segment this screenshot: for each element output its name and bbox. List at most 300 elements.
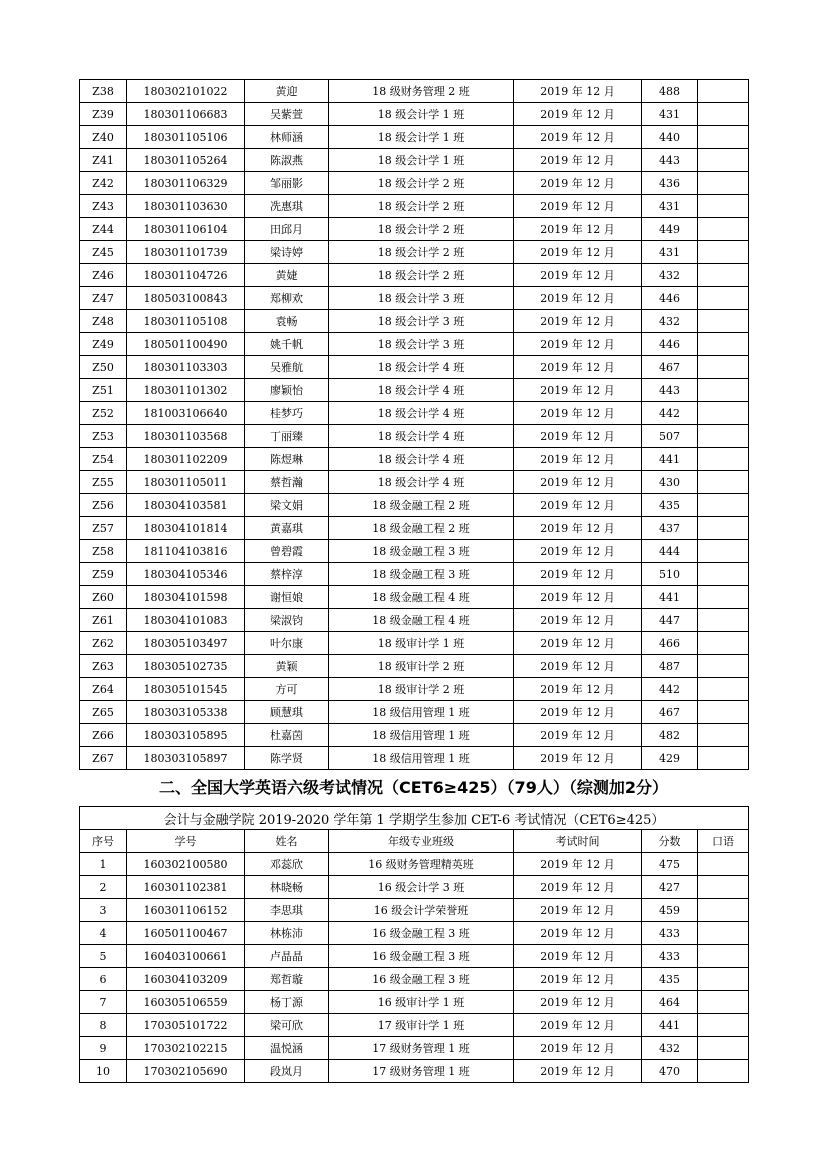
table-row: [80, 517, 749, 540]
cell-student-id: 180301102209: [127, 448, 245, 471]
cell-index: Z61: [80, 609, 127, 632]
table-row: [80, 80, 749, 103]
cell-index: Z64: [80, 678, 127, 701]
cet6-table-body: [80, 807, 749, 1083]
cell-score: 467: [642, 356, 698, 379]
cell-exam-time: 2019 年 12 月: [514, 494, 642, 517]
cell-student-id: 180304103581: [127, 494, 245, 517]
cell-name: 桂梦巧: [245, 402, 329, 425]
cell-score: 435: [642, 494, 698, 517]
cell-exam-time: 2019 年 12 月: [514, 402, 642, 425]
cell-index: Z50: [80, 356, 127, 379]
cell-index: Z41: [80, 149, 127, 172]
cell-index: Z46: [80, 264, 127, 287]
cell-exam-time: 2019 年 12 月: [514, 356, 642, 379]
table-caption-row: [80, 807, 749, 830]
cell-class: 18 级会计学 3 班: [329, 333, 514, 356]
cell-class: 18 级会计学 2 班: [329, 195, 514, 218]
table-row: [80, 968, 749, 991]
cell-index: Z52: [80, 402, 127, 425]
cell-student-id: 180301104726: [127, 264, 245, 287]
cell-score: 431: [642, 241, 698, 264]
cell-class: 18 级信用管理 1 班: [329, 747, 514, 770]
cell-class: 17 级审计学 1 班: [329, 1014, 514, 1037]
cell-student-id: 180301103568: [127, 425, 245, 448]
table-row: [80, 1060, 749, 1083]
header-student-id: 学号: [127, 830, 245, 853]
cell-name: 黄婕: [245, 264, 329, 287]
cell-student-id: 160305106559: [127, 991, 245, 1014]
cell-score: 437: [642, 517, 698, 540]
cell-class: 18 级信用管理 1 班: [329, 701, 514, 724]
cell-student-id: 180304101598: [127, 586, 245, 609]
cell-exam-time: 2019 年 12 月: [514, 655, 642, 678]
table-row: [80, 126, 749, 149]
table-row: [80, 655, 749, 678]
cell-score: 436: [642, 172, 698, 195]
table-row: [80, 922, 749, 945]
table-row: [80, 609, 749, 632]
cell-class: 16 级财务管理精英班: [329, 853, 514, 876]
cell-student-id: 180305103497: [127, 632, 245, 655]
cell-exam-time: 2019 年 12 月: [514, 264, 642, 287]
cell-index: Z38: [80, 80, 127, 103]
cell-student-id: 180301103630: [127, 195, 245, 218]
cell-oral: [698, 632, 749, 655]
table-row: [80, 195, 749, 218]
cell-name: 廖颖怡: [245, 379, 329, 402]
cell-name: 梁可欣: [245, 1014, 329, 1037]
cell-oral: [698, 126, 749, 149]
cell-score: 443: [642, 379, 698, 402]
cell-score: 487: [642, 655, 698, 678]
cell-score: 475: [642, 853, 698, 876]
cell-student-id: 160403100661: [127, 945, 245, 968]
cell-name: 李思琪: [245, 899, 329, 922]
cell-class: 18 级会计学 4 班: [329, 471, 514, 494]
cell-student-id: 160501100467: [127, 922, 245, 945]
cell-name: 林师涵: [245, 126, 329, 149]
cell-name: 黄颖: [245, 655, 329, 678]
cell-index: Z49: [80, 333, 127, 356]
cell-student-id: 180301105264: [127, 149, 245, 172]
cell-name: 方可: [245, 678, 329, 701]
cell-student-id: 181104103816: [127, 540, 245, 563]
cell-index: Z45: [80, 241, 127, 264]
cell-exam-time: 2019 年 12 月: [514, 609, 642, 632]
cell-class: 17 级财务管理 1 班: [329, 1037, 514, 1060]
cell-oral: [698, 333, 749, 356]
cell-index: Z40: [80, 126, 127, 149]
cell-name: 郑柳欢: [245, 287, 329, 310]
cell-score: 441: [642, 448, 698, 471]
cell-oral: [698, 103, 749, 126]
cell-score: 446: [642, 333, 698, 356]
cell-student-id: 170302105690: [127, 1060, 245, 1083]
cell-score: 449: [642, 218, 698, 241]
cell-class: 18 级财务管理 2 班: [329, 80, 514, 103]
cet6-results-table: [79, 806, 749, 1083]
cell-student-id: 180301101302: [127, 379, 245, 402]
cell-student-id: 160304103209: [127, 968, 245, 991]
table-header-row: [80, 830, 749, 853]
cell-score: 441: [642, 586, 698, 609]
cell-oral: [698, 218, 749, 241]
cell-score: 446: [642, 287, 698, 310]
cell-oral: [698, 945, 749, 968]
cell-oral: [698, 586, 749, 609]
cell-index: 5: [80, 945, 127, 968]
cell-name: 卢晶晶: [245, 945, 329, 968]
cell-oral: [698, 264, 749, 287]
cell-class: 16 级会计学荣誉班: [329, 899, 514, 922]
cell-oral: [698, 655, 749, 678]
cell-student-id: 180304101814: [127, 517, 245, 540]
cell-oral: [698, 701, 749, 724]
table-row: [80, 287, 749, 310]
cell-oral: [698, 876, 749, 899]
cell-name: 杨丁源: [245, 991, 329, 1014]
cell-index: Z44: [80, 218, 127, 241]
cell-oral: [698, 899, 749, 922]
cell-exam-time: 2019 年 12 月: [514, 1060, 642, 1083]
cell-class: 18 级会计学 2 班: [329, 264, 514, 287]
cell-name: 郑哲璇: [245, 968, 329, 991]
table-row: [80, 241, 749, 264]
table-row: [80, 747, 749, 770]
cell-oral: [698, 448, 749, 471]
cell-name: 邓蕊欣: [245, 853, 329, 876]
cell-name: 蔡梓淳: [245, 563, 329, 586]
cell-class: 18 级会计学 1 班: [329, 103, 514, 126]
cell-class: 18 级会计学 4 班: [329, 379, 514, 402]
cell-oral: [698, 494, 749, 517]
cell-score: 433: [642, 945, 698, 968]
cell-exam-time: 2019 年 12 月: [514, 540, 642, 563]
table-row: [80, 563, 749, 586]
cell-name: 蔡哲瀚: [245, 471, 329, 494]
cell-name: 田邱月: [245, 218, 329, 241]
cell-oral: [698, 609, 749, 632]
cell-class: 18 级会计学 4 班: [329, 356, 514, 379]
cell-name: 杜嘉茵: [245, 724, 329, 747]
cell-oral: [698, 1060, 749, 1083]
cell-class: 18 级会计学 1 班: [329, 126, 514, 149]
table-row: [80, 945, 749, 968]
cell-name: 林晓畅: [245, 876, 329, 899]
cell-oral: [698, 968, 749, 991]
cell-class: 18 级审计学 2 班: [329, 655, 514, 678]
cell-exam-time: 2019 年 12 月: [514, 922, 642, 945]
cell-class: 16 级金融工程 3 班: [329, 945, 514, 968]
cell-score: 432: [642, 310, 698, 333]
table-row: [80, 264, 749, 287]
cell-oral: [698, 471, 749, 494]
cell-score: 440: [642, 126, 698, 149]
cell-class: 18 级审计学 1 班: [329, 632, 514, 655]
cell-oral: [698, 517, 749, 540]
cell-exam-time: 2019 年 12 月: [514, 586, 642, 609]
cell-exam-time: 2019 年 12 月: [514, 471, 642, 494]
cell-exam-time: 2019 年 12 月: [514, 968, 642, 991]
table-row: [80, 471, 749, 494]
cell-exam-time: 2019 年 12 月: [514, 379, 642, 402]
cell-student-id: 180305101545: [127, 678, 245, 701]
table-row: [80, 172, 749, 195]
cell-name: 黄迎: [245, 80, 329, 103]
cell-name: 谢恒娘: [245, 586, 329, 609]
cell-student-id: 160302100580: [127, 853, 245, 876]
cell-exam-time: 2019 年 12 月: [514, 103, 642, 126]
cell-name: 段岚月: [245, 1060, 329, 1083]
cell-student-id: 180301106329: [127, 172, 245, 195]
table-row: [80, 494, 749, 517]
cell-student-id: 181003106640: [127, 402, 245, 425]
cell-class: 18 级会计学 4 班: [329, 402, 514, 425]
table-row: [80, 724, 749, 747]
cell-exam-time: 2019 年 12 月: [514, 678, 642, 701]
cell-index: Z60: [80, 586, 127, 609]
cell-index: Z43: [80, 195, 127, 218]
cell-index: 10: [80, 1060, 127, 1083]
cell-oral: [698, 678, 749, 701]
cell-exam-time: 2019 年 12 月: [514, 448, 642, 471]
cell-class: 18 级会计学 4 班: [329, 425, 514, 448]
cell-exam-time: 2019 年 12 月: [514, 853, 642, 876]
cell-class: 18 级金融工程 4 班: [329, 609, 514, 632]
cell-class: 18 级金融工程 4 班: [329, 586, 514, 609]
table-row: [80, 701, 749, 724]
cet4-results-table: [79, 79, 749, 770]
cell-index: 9: [80, 1037, 127, 1060]
cell-oral: [698, 853, 749, 876]
cell-oral: [698, 379, 749, 402]
cell-oral: [698, 540, 749, 563]
cell-student-id: 170302102215: [127, 1037, 245, 1060]
cell-student-id: 180501100490: [127, 333, 245, 356]
cell-index: 1: [80, 853, 127, 876]
cell-exam-time: 2019 年 12 月: [514, 218, 642, 241]
cell-class: 18 级金融工程 2 班: [329, 494, 514, 517]
cell-score: 442: [642, 402, 698, 425]
cell-name: 温悦涵: [245, 1037, 329, 1060]
cell-student-id: 180301106683: [127, 103, 245, 126]
cell-name: 邹丽影: [245, 172, 329, 195]
cell-student-id: 180503100843: [127, 287, 245, 310]
cell-index: Z57: [80, 517, 127, 540]
cell-score: 430: [642, 471, 698, 494]
cell-student-id: 180301106104: [127, 218, 245, 241]
cell-index: Z66: [80, 724, 127, 747]
cell-exam-time: 2019 年 12 月: [514, 310, 642, 333]
cell-oral: [698, 287, 749, 310]
cell-student-id: 180301105011: [127, 471, 245, 494]
cell-index: 3: [80, 899, 127, 922]
cell-index: Z55: [80, 471, 127, 494]
cell-oral: [698, 747, 749, 770]
cell-oral: [698, 80, 749, 103]
cell-score: 441: [642, 1014, 698, 1037]
cell-name: 黄嘉琪: [245, 517, 329, 540]
table-row: [80, 103, 749, 126]
cell-exam-time: 2019 年 12 月: [514, 563, 642, 586]
cell-class: 18 级审计学 2 班: [329, 678, 514, 701]
cell-index: Z62: [80, 632, 127, 655]
cell-student-id: 180301105106: [127, 126, 245, 149]
cell-index: Z42: [80, 172, 127, 195]
cell-name: 姚千帆: [245, 333, 329, 356]
cell-student-id: 180304101083: [127, 609, 245, 632]
cell-oral: [698, 922, 749, 945]
cell-name: 陈煜琳: [245, 448, 329, 471]
header-exam-time: 考试时间: [514, 830, 642, 853]
cell-exam-time: 2019 年 12 月: [514, 1037, 642, 1060]
cell-score: 433: [642, 922, 698, 945]
cell-student-id: 180302101022: [127, 80, 245, 103]
cell-student-id: 180301101739: [127, 241, 245, 264]
cell-index: Z65: [80, 701, 127, 724]
cell-oral: [698, 563, 749, 586]
cell-exam-time: 2019 年 12 月: [514, 241, 642, 264]
cell-oral: [698, 1037, 749, 1060]
cell-score: 488: [642, 80, 698, 103]
cell-index: Z39: [80, 103, 127, 126]
cell-class: 18 级金融工程 3 班: [329, 563, 514, 586]
header-name: 姓名: [245, 830, 329, 853]
cell-class: 18 级金融工程 3 班: [329, 540, 514, 563]
cell-score: 435: [642, 968, 698, 991]
table-row: [80, 402, 749, 425]
cell-exam-time: 2019 年 12 月: [514, 701, 642, 724]
cell-index: 7: [80, 991, 127, 1014]
cell-exam-time: 2019 年 12 月: [514, 425, 642, 448]
table-row: [80, 379, 749, 402]
cell-score: 432: [642, 1037, 698, 1060]
cell-exam-time: 2019 年 12 月: [514, 899, 642, 922]
cell-student-id: 180303105897: [127, 747, 245, 770]
header-class: 年级专业班级: [329, 830, 514, 853]
cell-score: 427: [642, 876, 698, 899]
cell-name: 丁丽臻: [245, 425, 329, 448]
cell-index: Z56: [80, 494, 127, 517]
cell-index: 6: [80, 968, 127, 991]
cell-name: 吴紫萱: [245, 103, 329, 126]
table-caption: 会计与金融学院 2019-2020 学年第 1 学期学生参加 CET-6 考试情况（CET6≥425）: [80, 807, 749, 830]
cell-student-id: 160301106152: [127, 899, 245, 922]
table-row: [80, 899, 749, 922]
cell-name: 陈淑燕: [245, 149, 329, 172]
table-row: [80, 425, 749, 448]
cell-index: Z51: [80, 379, 127, 402]
cell-exam-time: 2019 年 12 月: [514, 80, 642, 103]
cell-class: 16 级金融工程 3 班: [329, 968, 514, 991]
cell-name: 叶尔康: [245, 632, 329, 655]
cell-class: 17 级财务管理 1 班: [329, 1060, 514, 1083]
cell-class: 18 级会计学 4 班: [329, 448, 514, 471]
cell-name: 吴雅航: [245, 356, 329, 379]
header-oral: 口语: [698, 830, 749, 853]
cell-score: 470: [642, 1060, 698, 1083]
cell-exam-time: 2019 年 12 月: [514, 195, 642, 218]
table-row: [80, 632, 749, 655]
table-row: [80, 1014, 749, 1037]
cell-exam-time: 2019 年 12 月: [514, 287, 642, 310]
section-heading-cet6: 二、全国大学英语六级考试情况（CET6≥425）（79人）（综测加2分）: [159, 778, 668, 797]
cell-index: Z59: [80, 563, 127, 586]
cell-index: 2: [80, 876, 127, 899]
table-row: [80, 586, 749, 609]
cell-student-id: 160301102381: [127, 876, 245, 899]
cell-student-id: 170305101722: [127, 1014, 245, 1037]
cell-index: Z67: [80, 747, 127, 770]
cell-oral: [698, 241, 749, 264]
cell-index: 8: [80, 1014, 127, 1037]
cell-student-id: 180301105108: [127, 310, 245, 333]
cell-score: 459: [642, 899, 698, 922]
cell-score: 431: [642, 103, 698, 126]
cell-score: 442: [642, 678, 698, 701]
cell-score: 431: [642, 195, 698, 218]
cell-oral: [698, 172, 749, 195]
cell-index: Z47: [80, 287, 127, 310]
table-row: [80, 540, 749, 563]
table-row: [80, 678, 749, 701]
cell-score: 443: [642, 149, 698, 172]
cell-exam-time: 2019 年 12 月: [514, 333, 642, 356]
cell-exam-time: 2019 年 12 月: [514, 747, 642, 770]
cell-score: 447: [642, 609, 698, 632]
cell-index: 4: [80, 922, 127, 945]
cell-class: 18 级信用管理 1 班: [329, 724, 514, 747]
cell-class: 18 级会计学 2 班: [329, 241, 514, 264]
cell-name: 林栋沛: [245, 922, 329, 945]
header-index: 序号: [80, 830, 127, 853]
cell-oral: [698, 1014, 749, 1037]
cell-score: 507: [642, 425, 698, 448]
cell-name: 梁淑钧: [245, 609, 329, 632]
cell-student-id: 180303105338: [127, 701, 245, 724]
cell-class: 16 级金融工程 3 班: [329, 922, 514, 945]
cell-class: 18 级会计学 2 班: [329, 218, 514, 241]
cell-score: 467: [642, 701, 698, 724]
cell-score: 432: [642, 264, 698, 287]
cell-index: Z53: [80, 425, 127, 448]
cell-score: 444: [642, 540, 698, 563]
cell-name: 冼惠琪: [245, 195, 329, 218]
cell-exam-time: 2019 年 12 月: [514, 945, 642, 968]
cell-exam-time: 2019 年 12 月: [514, 876, 642, 899]
cell-class: 18 级会计学 3 班: [329, 310, 514, 333]
cell-name: 梁文娟: [245, 494, 329, 517]
table-row: [80, 448, 749, 471]
cell-class: 18 级金融工程 2 班: [329, 517, 514, 540]
table-row: [80, 149, 749, 172]
header-score: 分数: [642, 830, 698, 853]
cell-name: 陈学贤: [245, 747, 329, 770]
cell-score: 429: [642, 747, 698, 770]
table-row: [80, 310, 749, 333]
cell-oral: [698, 310, 749, 333]
cell-exam-time: 2019 年 12 月: [514, 991, 642, 1014]
cell-oral: [698, 195, 749, 218]
cell-name: 梁诗婷: [245, 241, 329, 264]
cell-exam-time: 2019 年 12 月: [514, 1014, 642, 1037]
cell-oral: [698, 425, 749, 448]
cell-oral: [698, 356, 749, 379]
cell-score: 466: [642, 632, 698, 655]
cell-oral: [698, 149, 749, 172]
cell-score: 482: [642, 724, 698, 747]
